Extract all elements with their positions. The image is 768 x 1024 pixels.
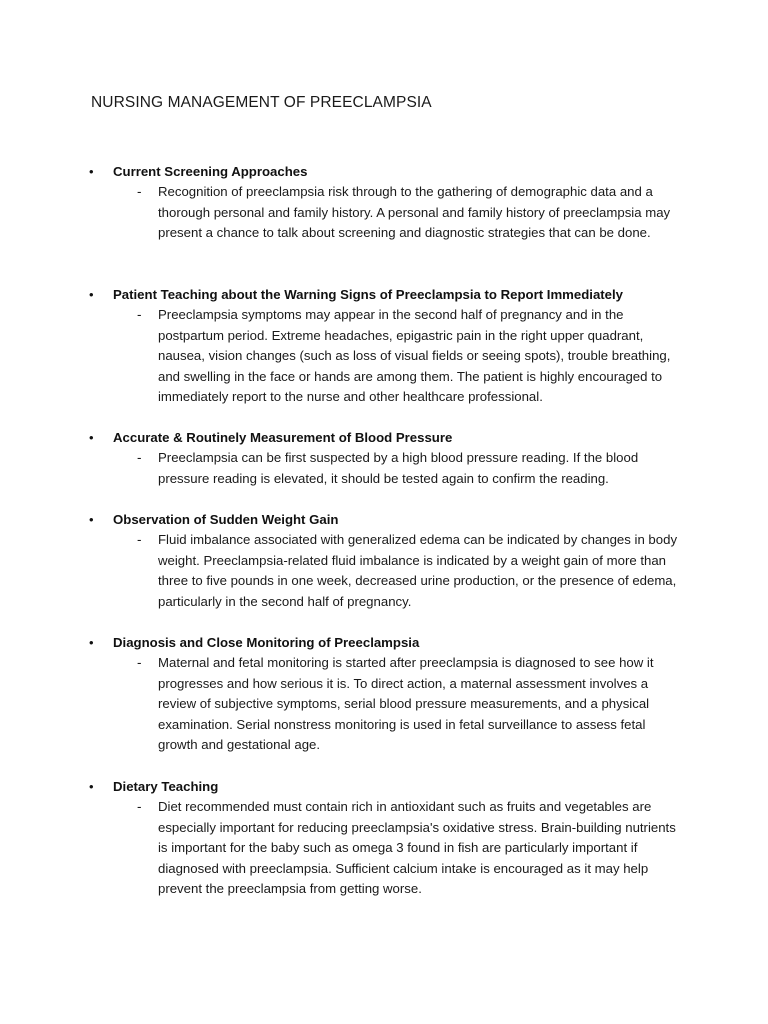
section-blood-pressure (0, 428, 768, 489)
section-warning-signs (0, 285, 768, 408)
section-heading-row (0, 777, 768, 797)
section-heading-row (0, 510, 768, 530)
document-title: NURSING MANAGEMENT OF PREECLAMPSIA (91, 94, 432, 111)
dash-icon: - (137, 799, 142, 814)
bullet-icon: • (89, 287, 94, 302)
dash-icon: - (137, 184, 142, 199)
section-heading: Diagnosis and Close Monitoring of Preeclampsia (113, 635, 420, 650)
section-weight-gain (0, 510, 768, 612)
section-heading: Current Screening Approaches (113, 164, 308, 179)
section-body-row (0, 182, 768, 244)
section-current-screening (0, 162, 768, 244)
dash-icon: - (137, 450, 142, 465)
section-body: Diet recommended must contain rich in antioxidant such as fruits and vegetables are especially important for reducing preeclampsia's oxidative stress. Brain-building nutrients is important for the baby such as omega 3 found in fish are particularly important if diagnosed with preeclampsia. Sufficient calcium intake is encouraged as it may help prevent the preeclampsia from getting worse. (158, 799, 676, 897)
section-heading: Observation of Sudden Weight Gain (113, 512, 339, 527)
section-heading: Dietary Teaching (113, 779, 219, 794)
bullet-icon: • (89, 430, 94, 445)
section-body-row (0, 797, 768, 900)
section-dietary-teaching (0, 777, 768, 900)
bullet-icon: • (89, 512, 94, 527)
section-body: Recognition of preeclampsia risk through to the gathering of demographic data and a thorough personal and family history. A personal and family history of preeclampsia may present a chance to talk about screening and diagnostic strategies that can be done. (158, 184, 671, 241)
section-heading-row (0, 428, 768, 448)
section-body: Maternal and fetal monitoring is started after preeclampsia is diagnosed to see how it progresses and how serious it is. To direct action, a maternal assessment involves a review of subjective symptoms, serial blood pressure measurements, and a physical examination. Serial nonstress monitoring is used in fetal surveillance to assess fetal growth and gestational age. (158, 655, 654, 753)
section-body-row (0, 305, 768, 408)
bullet-icon: • (89, 635, 94, 650)
section-body-row (0, 530, 768, 612)
dash-icon: - (137, 307, 142, 322)
bullet-icon: • (89, 779, 94, 794)
section-heading: Patient Teaching about the Warning Signs of Preeclampsia to Report Immediately (113, 287, 624, 302)
section-heading: Accurate & Routinely Measurement of Blood Pressure (113, 430, 453, 445)
section-body: Preeclampsia can be first suspected by a high blood pressure reading. If the blood pressure reading is elevated, it should be tested again to confirm the reading. (158, 450, 639, 486)
section-heading-row (0, 162, 768, 182)
section-body-row (0, 653, 768, 756)
section-heading-row (0, 633, 768, 653)
dash-icon: - (137, 655, 142, 670)
dash-icon: - (137, 532, 142, 547)
section-body: Fluid imbalance associated with generalized edema can be indicated by changes in body weight. Preeclampsia-related fluid imbalance is indicated by a weight gain of more than three to five pounds in one week, decreased urine production, or the presence of edema, particularly in the second half of pregnancy. (158, 532, 678, 609)
bullet-icon: • (89, 164, 94, 179)
section-body-row (0, 448, 768, 489)
section-diagnosis-monitoring (0, 633, 768, 756)
section-body: Preeclampsia symptoms may appear in the second half of pregnancy and in the postpartum period. Extreme headaches, epigastric pain in the right upper quadrant, nausea, vision changes (such as loss of visual fields or seeing spots), trouble breathing, and swelling in the face or hands are among them. The patient is highly encouraged to immediately report to the nurse and other healthcare professional. (158, 307, 671, 405)
section-heading-row (0, 285, 768, 305)
